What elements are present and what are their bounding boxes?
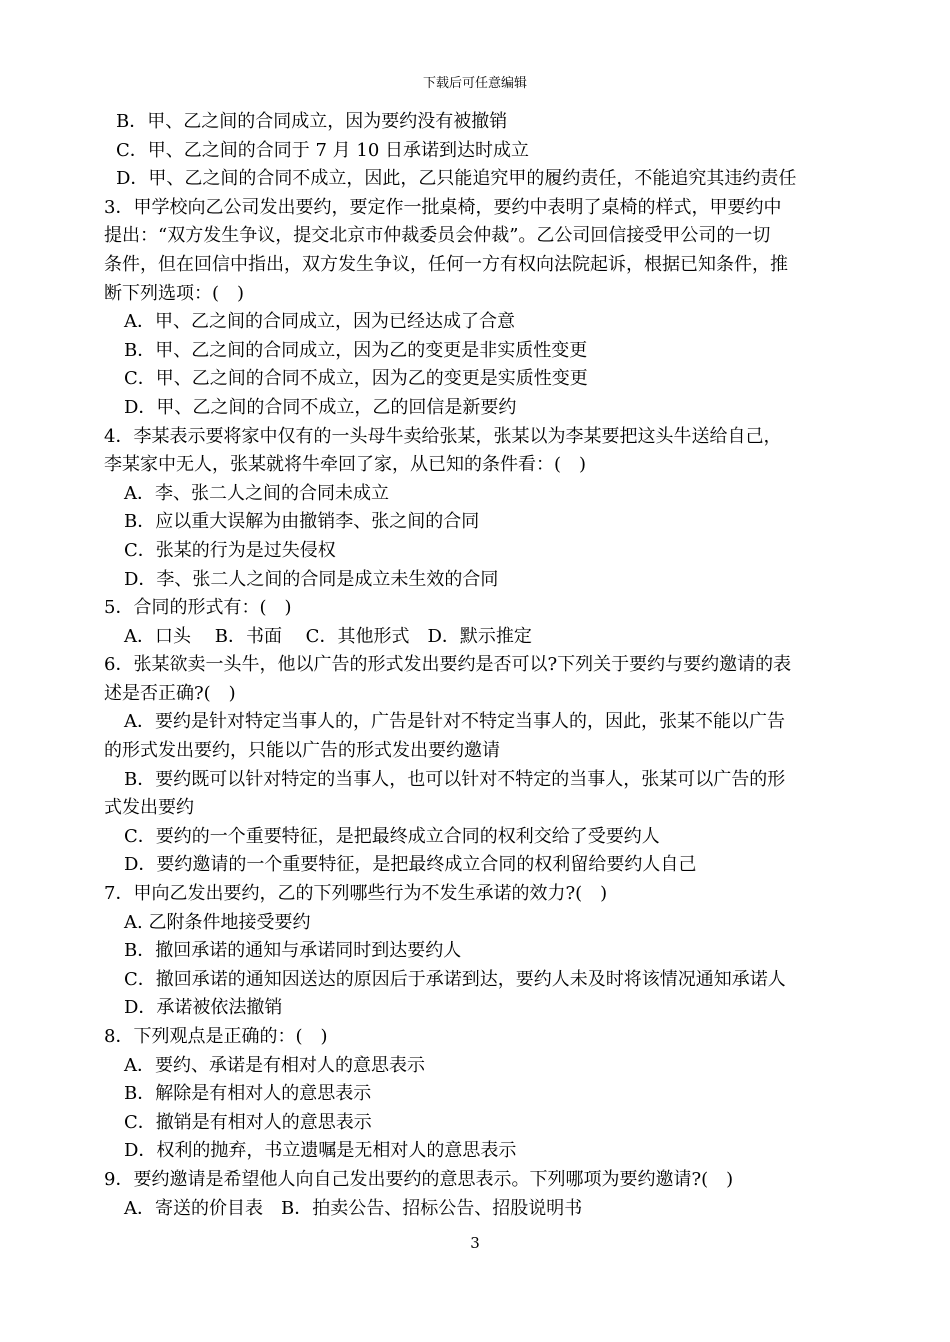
text-line: A．寄送的价目表 B．拍卖公告、招标公告、招股说明书 bbox=[124, 1197, 583, 1219]
text-line: 9．要约邀请是希望他人向自己发出要约的意思表示。下列哪项为要约邀请?( ) bbox=[104, 1168, 734, 1190]
text-line: C．撤销是有相对人的意思表示 bbox=[124, 1111, 372, 1133]
text-line: B．甲、乙之间的合同成立，因为要约没有被撤销 bbox=[116, 111, 508, 132]
text-line: C．撤回承诺的通知因送达的原因后于承诺到达，要约人未及时将该情况通知承诺人 bbox=[124, 968, 786, 990]
text-line: A. 乙附条件地接受要约 bbox=[124, 911, 311, 933]
text-line: D．甲、乙之间的合同不成立，乙的回信是新要约 bbox=[124, 396, 517, 418]
text-line: D．李、张二人之间的合同是成立未生效的合同 bbox=[124, 568, 499, 590]
text-line: B．要约既可以针对特定的当事人，也可以针对不特定的当事人，张某可以广告的形 bbox=[124, 768, 786, 790]
text-line: C．张某的行为是过失侵权 bbox=[124, 539, 336, 561]
text-line: 5．合同的形式有：( ) bbox=[104, 597, 292, 619]
text-line: 式发出要约 bbox=[104, 797, 194, 819]
text-line: 8．下列观点是正确的：( ) bbox=[104, 1026, 328, 1047]
text-line: 述是否正确?( ) bbox=[104, 682, 236, 704]
text-line: 的形式发出要约，只能以广告的形式发出要约邀请 bbox=[104, 740, 500, 762]
text-line: 6．张某欲卖一头牛，他以广告的形式发出要约是否可以?下列关于要约与要约邀请的表 bbox=[104, 654, 792, 676]
text-line: D．权利的抛弃，书立遗嘱是无相对人的意思表示 bbox=[124, 1140, 517, 1162]
text-line: 4．李某表示要将家中仅有的一头母牛卖给张某，张某以为李某要把这头牛送给自己， bbox=[104, 425, 782, 447]
text-line: A．要约、承诺是有相对人的意思表示 bbox=[124, 1054, 425, 1076]
text-line: A．口头 B．书面 C．其他形式 D．默示推定 bbox=[124, 625, 532, 647]
text-line: A．甲、乙之间的合同成立，因为已经达成了合意 bbox=[124, 311, 515, 333]
text-line: B．解除是有相对人的意思表示 bbox=[124, 1083, 372, 1105]
text-line: B．应以重大误解为由撤销李、张之间的合同 bbox=[124, 511, 480, 533]
text-line: C．甲、乙之间的合同不成立，因为乙的变更是实质性变更 bbox=[124, 368, 588, 390]
document-body bbox=[104, 108, 849, 1223]
text-line: A．李、张二人之间的合同未成立 bbox=[124, 482, 389, 504]
text-line: 李某家中无人，张某就将牛牵回了家，从已知的条件看：( ) bbox=[104, 454, 587, 476]
text-line: C．甲、乙之间的合同于 7 月 10 日承诺到达时成立 bbox=[116, 139, 530, 161]
page-number: 3 bbox=[470, 1234, 480, 1252]
text-line: 断下列选项：( ) bbox=[104, 282, 245, 304]
text-line: A．要约是针对特定当事人的，广告是针对不特定当事人的，因此，张某不能以广告 bbox=[124, 711, 785, 733]
text-line: D．甲、乙之间的合同不成立，因此，乙只能追究甲的履约责任，不能追究其违约责任 bbox=[116, 168, 797, 190]
text-line: B．撤回承诺的通知与承诺同时到达要约人 bbox=[124, 940, 462, 962]
text-line: B．甲、乙之间的合同成立，因为乙的变更是非实质性变更 bbox=[124, 339, 588, 361]
text-line: 3．甲学校向乙公司发出要约，要定作一批桌椅，要约中表明了桌椅的样式，甲要约中 bbox=[104, 196, 782, 218]
text-line: C．要约的一个重要特征，是把最终成立合同的权利交给了受要约人 bbox=[124, 825, 660, 847]
text-line: D．要约邀请的一个重要特征，是把最终成立合同的权利留给要约人自己 bbox=[124, 854, 697, 876]
text-line: 7．甲向乙发出要约，乙的下列哪些行为不发生承诺的效力?( ) bbox=[104, 883, 608, 905]
page-header: 下载后可任意编辑 bbox=[422, 76, 527, 91]
text-line: 条件，但在回信中指出，双方发生争议，任何一方有权向法院起诉，根据已知条件，推 bbox=[104, 253, 788, 275]
text-line: 提出：“双方发生争议，提交北京市仲裁委员会仲裁”。乙公司回信接受甲公司的一切 bbox=[104, 225, 771, 247]
text-line: D．承诺被依法撤销 bbox=[124, 997, 283, 1019]
